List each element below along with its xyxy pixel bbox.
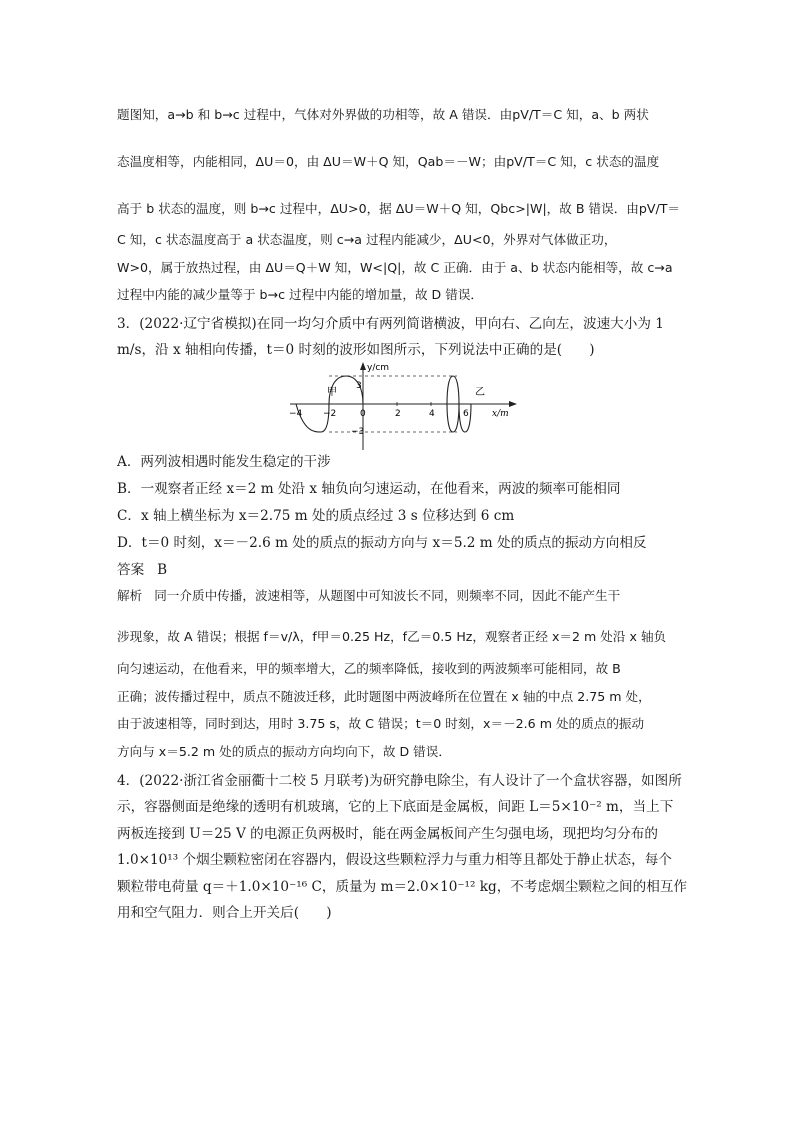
y-tick-neg3: −3 bbox=[351, 427, 365, 437]
wave-yi-label: 乙 bbox=[475, 387, 485, 398]
x-axis-label: x/m bbox=[492, 409, 509, 419]
q3-analysis-line-2: 涉现象，故 A 错误；根据 f＝v/λ，f甲＝0.25 Hz，f乙＝0.5 Hz，观察者正经 x＝2 m 处沿 x 轴负 bbox=[117, 629, 667, 644]
prev-solution-line-1: 题图知，a→b 和 b→c 过程中，气体对外界做的功相等，故 A 错误．由pV/T＝C 知，a、b 两状 bbox=[117, 107, 649, 122]
x-axis-arrow bbox=[509, 401, 517, 407]
y-axis-label: y/cm bbox=[367, 363, 390, 373]
q3-option-a: A．两列波相遇时能发生稳定的干涉 bbox=[117, 454, 331, 470]
analysis-text-1: 同一介质中传播，波速相等，从题图中可知波长不同，则频率不同，因此不能产生干 bbox=[154, 588, 621, 603]
q3-stem-line-2: m/s，沿 x 轴相向传播，t＝0 时刻的波形如图所示，下列说法中正确的是( ) bbox=[117, 342, 595, 358]
wave-figure bbox=[287, 360, 527, 452]
analysis-label: 解析 bbox=[117, 588, 143, 603]
prev-solution-line-6: 过程中内能的减少量等于 b→c 过程中内能的增加量，故 D 错误． bbox=[117, 287, 484, 302]
x-tick-0: 0 bbox=[360, 409, 366, 419]
x-tick-neg2: −2 bbox=[323, 409, 337, 419]
q3-analysis-line-6: 方向与 x＝5.2 m 处的质点的振动方向均向下，故 D 错误． bbox=[117, 744, 451, 759]
y-axis-arrow bbox=[360, 362, 366, 370]
q4-stem-line-3: 两板连接到 U＝25 V 的电源正负两极时，能在两金属板间产生匀强电场，现把均匀分布的 bbox=[117, 826, 658, 842]
q3-analysis-line-4: 正确；波传播过程中，质点不随波迁移，此时题图中两波峰所在位置在 x 轴的中点 2.75 m 处， bbox=[117, 689, 651, 704]
x-tick-2: 2 bbox=[395, 409, 401, 419]
q3-analysis-line-3: 向匀速运动，在他看来，甲的频率增大，乙的频率降低，接收到的两波频率可能相同，故 B bbox=[117, 661, 621, 676]
prev-solution-line-3: 高于 b 状态的温度，则 b→c 过程中，ΔU>0，据 ΔU＝W＋Q 知，Qbc>|W|，故 B 错误．由pV/T＝ bbox=[117, 201, 681, 216]
q4-stem-line-4: 1.0×10¹³ 个烟尘颗粒密闭在容器内，假设这些颗粒浮力与重力相等且都处于静止状态，每个 bbox=[117, 852, 672, 868]
wave-yi-lower bbox=[447, 404, 459, 432]
x-tick-6: 6 bbox=[463, 409, 469, 419]
y-tick-3: 3 bbox=[356, 381, 362, 391]
wave-jia-label: 甲 bbox=[327, 387, 337, 398]
q3-stem-line-1: 3．(2022·辽宁省模拟)在同一均匀介质中有两列简谐横波，甲向右、乙向左，波速大小为 1 bbox=[117, 316, 664, 332]
q3-answer bbox=[117, 558, 683, 578]
q3-analysis-line-5: 由于波速相等，同时到达，用时 3.75 s，故 C 错误；t＝0 时刻，x＝－2.6 m 处的质点的振动 bbox=[117, 716, 645, 731]
q4-stem-line-2: 示，容器侧面是绝缘的透明有机玻璃，它的上下底面是金属板，间距 L＝5×10⁻² m，当上下 bbox=[117, 799, 674, 815]
q3-option-d: D．t＝0 时刻，x＝－2.6 m 处的质点的振动方向与 x＝5.2 m 处的质点的振动方向相反 bbox=[117, 535, 647, 551]
prev-solution-line-2: 态温度相等，内能相同，ΔU＝0，由 ΔU＝W＋Q 知，Qab＝－W；由pV/T＝C 知，c 状态的温度 bbox=[117, 154, 660, 169]
x-tick-4: 4 bbox=[429, 409, 435, 419]
prev-solution-line-4: C 知，c 状态温度高于 a 状态温度，则 c→a 过程内能减少，ΔU<0，外界对气体做正功， bbox=[117, 232, 617, 247]
q4-stem-line-1: 4．(2022·浙江省金丽衢十二校 5 月联考)为研究静电除尘，有人设计了一个盒状容器，如图所 bbox=[117, 773, 682, 789]
q3-analysis-line-1 bbox=[117, 585, 683, 604]
answer-value: B bbox=[157, 562, 168, 578]
q4-stem-line-5: 颗粒带电荷量 q＝＋1.0×10⁻¹⁶ C，质量为 m＝2.0×10⁻¹² kg，不考虑烟尘颗粒之间的相互作 bbox=[117, 879, 688, 895]
q3-option-c: C．x 轴上横坐标为 x＝2.75 m 处的质点经过 3 s 位移达到 6 cm bbox=[117, 508, 515, 524]
x-tick-neg4: −4 bbox=[289, 409, 303, 419]
answer-label: 答案 bbox=[117, 562, 145, 578]
q3-option-b: B．一观察者正经 x＝2 m 处沿 x 轴负向匀速运动，在他看来，两波的频率可能相同 bbox=[117, 481, 621, 497]
prev-solution-line-5: W>0，属于放热过程，由 ΔU＝Q＋W 知，W<|Q|，故 C 正确．由于 a、b 状态内能相等，故 c→a bbox=[117, 260, 673, 275]
q4-stem-line-6: 用和空气阻力．则合上开关后( ) bbox=[117, 905, 332, 921]
